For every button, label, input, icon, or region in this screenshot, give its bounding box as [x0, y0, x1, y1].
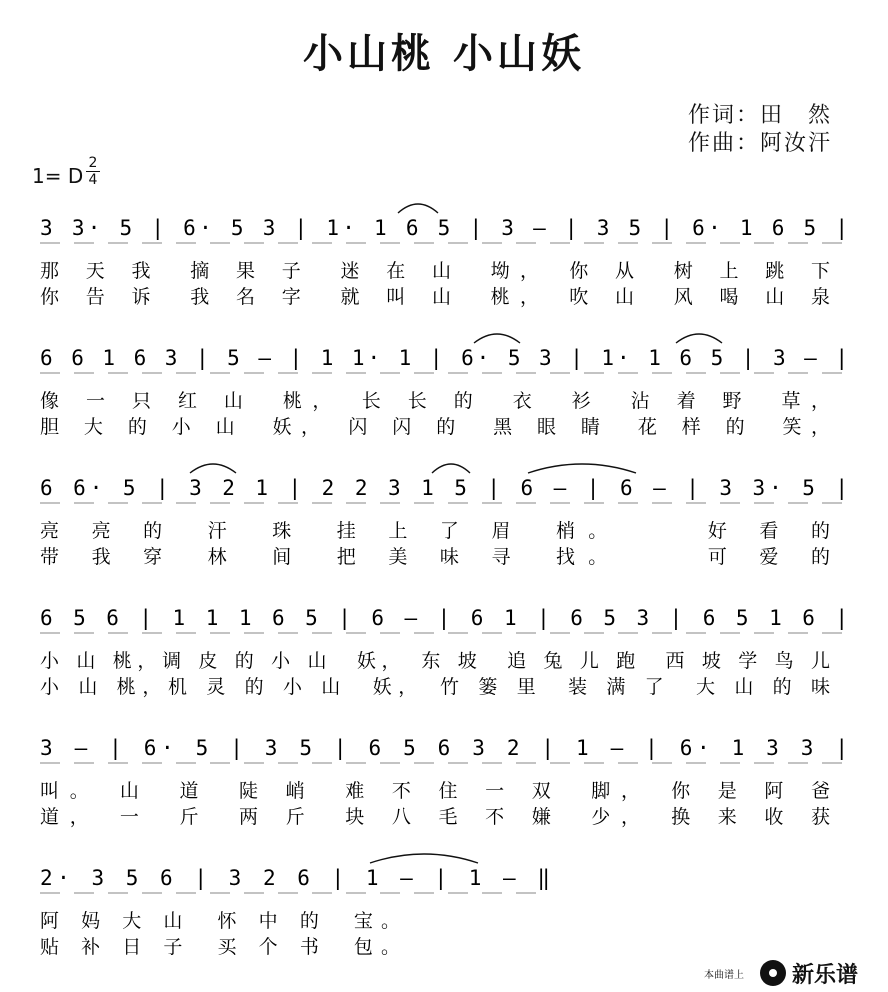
slur — [676, 334, 722, 343]
notation-line: 3 – | 6· 5 | 3 5 | 6 5 6 3 2 | 1 – | 6· 1 3 3 | — [40, 736, 849, 760]
notation-line: 2· 3 5 6 | 3 2 6 | 1 – | 1 – ‖ — [40, 866, 551, 890]
slur — [370, 854, 478, 863]
lyrics-verse-1: 阿 妈 大 山 怀 中 的 宝。 — [40, 910, 400, 932]
notation-line: 6 6· 5 | 3 2 1 | 2 2 3 1 5 | 6 – | 6 – | 3 3· 5 | — [40, 476, 848, 500]
lyrics-verse-2: 带 我 穿 林 间 把 美 味 寻 找。 可 爱 的 — [40, 546, 831, 568]
brand-name: 新乐谱 — [792, 963, 859, 988]
page-title: 小山桃 小山妖 — [303, 31, 585, 77]
notation-line: 3 3· 5 | 6· 5 3 | 1· 1 6 5 | 3 – | 3 5 | 6· 1 6 5 | — [40, 216, 848, 240]
watermark-text: 本曲谱上 — [704, 970, 744, 981]
lyrics-verse-1: 那 天 我 摘 果 子 迷 在 山 坳， 你 从 树 上 跳 下 — [40, 260, 830, 282]
lyrics-verse-2: 你 告 诉 我 名 字 就 叫 山 桃， 吹 山 风 喝 山 泉 — [40, 286, 830, 308]
time-denominator: 4 — [88, 172, 98, 188]
lyrics-verse-1: 亮 亮 的 汗 珠 挂 上 了 眉 梢。 好 看 的 — [40, 520, 831, 542]
lyrics-verse-2: 小 山 桃，机 灵 的 小 山 妖， 竹 篓 里 装 满 了 大 山 的 味 — [40, 676, 830, 698]
brand-logo — [760, 956, 880, 990]
notation-line: 6 6 1 6 3 | 5 – | 1 1· 1 | 6· 5 3 | 1· 1 6 5 | 3 – | — [40, 346, 848, 370]
slur — [398, 204, 438, 213]
lyrics-verse-2: 胆 大 的 小 山 妖， 闪 闪 的 黑 眼 睛 花 样 的 笑， — [40, 416, 830, 438]
slur — [474, 334, 520, 343]
notation-line: 6 5 6 | 1 1 1 6 5 | 6 – | 6 1 | 6 5 3 | 6 5 1 6 | — [40, 606, 848, 630]
lyrics-verse-2: 道， 一 斤 两 斤 块 八 毛 不 嫌 少， 换 来 收 获 — [40, 806, 830, 828]
lyricist-credit: 作词：田 然 — [688, 103, 833, 128]
slur — [190, 464, 236, 473]
key-signature: 1= D — [32, 164, 84, 188]
lyrics-verse-1: 叫。 山 道 陡 峭 难 不 住 一 双 脚， 你 是 阿 爸 — [40, 780, 830, 802]
lyrics-verse-2: 贴 补 日 子 买 个 书 包。 — [40, 936, 400, 958]
lyrics-verse-1: 像 一 只 红 山 桃， 长 长 的 衣 衫 沾 着 野 草， — [40, 390, 830, 412]
slur — [432, 464, 470, 473]
lyrics-verse-1: 小 山 桃，调 皮 的 小 山 妖， 东 坡 追 兔 儿 跑 西 坡 学 鸟 儿 — [40, 650, 830, 672]
slur — [528, 464, 636, 473]
time-numerator: 2 — [88, 155, 98, 171]
composer-credit: 作曲：阿汝汗 — [688, 131, 833, 156]
record-icon — [760, 960, 786, 986]
